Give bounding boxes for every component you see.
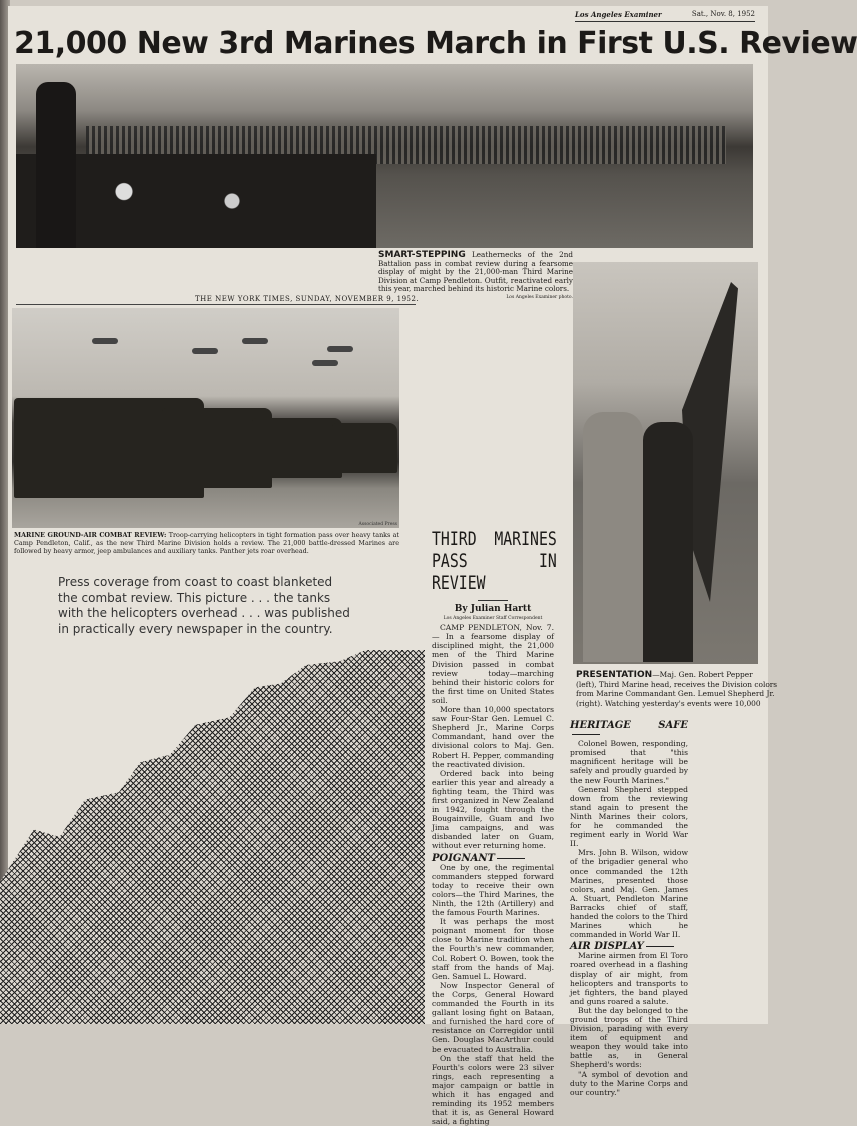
divider [16,304,416,305]
subhead: AIR DISPLAY [570,942,688,951]
article-column [432,528,557,1126]
paragraph: Ordered back into being earlier this year and already a fighting team, the Third was first organized in New Zealand in 1942, fought through the Bougainville, Guam and Iwo Jima campaigns, and was disbanded later on Guam, without ever returning home. [432,768,554,851]
officer-image [583,412,643,662]
paragraph: But the day belonged to the ground troops of the Third Division, parading with every item of equipment and weapon they would take into battle as, in General Shepherd's words: [570,1005,688,1070]
helicopter [312,360,338,366]
caption-text: Troop-carrying helicopters in tight formation pass over heavy tanks at Camp Pendleton, Calif., as the new Third Marine Division holds a review. The 21,000 battle-dressed Marines are followed by heavy armor, jeep ambulances and auxiliary tanks. Panther jets roar overhead. [14,531,399,555]
byline-tag: Los Angeles Examiner Staff Correspondent [443,616,543,622]
masthead-paper: Los Angeles Examiner [575,10,662,19]
press-note: Press coverage from coast to coast blanketed the combat review. This picture . . . the tanks with the helicopters overhead . . . was published in practically every newspaper in the country. [58,575,350,636]
caption-lead: SMART-STEPPING [378,250,466,260]
officer-image [643,422,693,662]
caption-line: —Maj. Gen. Robert Pepper [652,670,753,679]
helicopter [192,348,218,354]
photo3-caption [576,670,778,708]
caption-line: (right). Watching yesterday's events were 10,000 [576,698,761,708]
paragraph: Mrs. John B. Wilson, widow of the brigadier general who once commanded the 12th Marines, presented those colors, and Maj. Gen. James A. Stuart, Pendleton Marine Barracks chief of staff, handed the colors to the Third Marines which he commanded in World War II. [570,848,688,940]
nyt-dateline: THE NEW YORK TIMES, SUNDAY, NOVEMBER 9, 1952. [195,295,420,303]
divider [478,600,508,601]
helicopter [242,338,268,344]
paragraph: It was perhaps the most poignant moment for those close to Marine tradition when the Fourth's new commander, Col. Robert O. Bowen, took the staff from the hands of Maj. Gen. Samuel L. Howard. [432,917,554,981]
presentation-photo [573,262,758,664]
paragraph: "A symbol of devotion and duty to the Marine Corps and our country." [570,1069,688,1097]
photo-credit: Associated Press [358,522,397,527]
tank [332,423,397,473]
paragraph: Now Inspector General of the Corps, General Howard commanded the Fourth in its gallant losing fight on Bataan, and furnished the hard core of resistance on Corregidor until Gen. Douglas MacArthur could be evacuated to Australia. [432,980,554,1054]
paragraph: One by one, the regimental commanders stepped forward today to receive their own colors—the Third Marines, the Ninth, the 12th (Artillery) and the famous Fourth Marines. [432,862,554,918]
helicopter [327,346,353,352]
officer-image [36,82,76,248]
caption-lead: MARINE GROUND-AIR COMBAT REVIEW: [14,531,167,539]
marching-photo [16,64,753,248]
photo2-caption [14,531,399,555]
caption-line: (left), Third Marine head, receives the Division colors [576,680,778,690]
caption-text: Leathernecks of the 2nd Battalion pass in combat review during a fearsome display of might by the 21,000-man Third Marine Division at Camp Pendleton. Outfit, reactivated early this year, marched behind its historic Marine colors. [378,250,573,294]
tanks-photo [12,308,399,528]
subhead: HERITAGE SAFE [570,721,688,739]
helicopter [92,338,118,344]
masthead [575,10,755,22]
paragraph: General Shepherd stepped down from the reviewing stand again to present the Ninth Marines their colors, for he commanded the regiment early in World War II. [570,784,688,849]
paragraph: On the staff that held the Fourth's colors were 23 silver rings, each representing a major campaign or battle in which it has engaged and reminding its 1952 members that it is, as General Howard said, a fighting [432,1053,554,1126]
masthead-date: Sat., Nov. 8, 1952 [691,10,755,18]
subhead: POIGNANT [432,854,554,863]
caption-line: from Marine Commandant Gen. Lemuel Shepherd Jr. [576,689,775,699]
right-column [570,718,688,1097]
photo-credit: Los Angeles Examiner photo. [506,294,573,300]
article-headline: THIRD MARINES PASS IN REVIEW [432,528,557,594]
byline: By Julian Hartt [454,604,532,614]
tank [252,418,342,478]
headline: 21,000 New 3rd Marines March in First U.S. Review [14,26,857,61]
paragraph: More than 10,000 spectators saw Four-Star Gen. Lemuel C. Shepherd Jr., Marine Corps Commandant, hand over the divisional colors to Maj. Gen. Robert H. Pepper, commanding the reactivated division. [432,705,554,769]
paragraph: Colonel Bowen, responding, promised that "this magnificent heritage will be safely and proudly guarded by the new Fourth Marines." [570,739,688,785]
paragraph: CAMP PENDLETON, Nov. 7. — In a fearsome display of disciplined might, the 21,000 men of the Third Marine Division passed in combat review today—marching behind their historic colors for the first time on United States soil. [432,623,554,705]
caption-lead: PRESENTATION [576,670,653,680]
paragraph: Marine airmen from El Toro roared overhead in a flashing display of air might, from helicopters and transports to jet fighters, the band played and guns roared a salute. [570,951,688,1006]
